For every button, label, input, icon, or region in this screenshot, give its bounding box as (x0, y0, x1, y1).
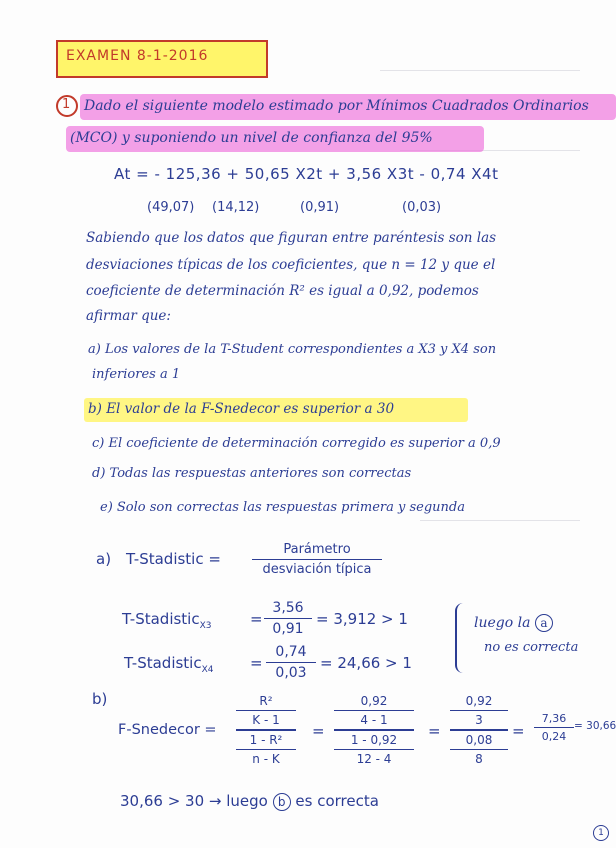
f4-numerator: 7,36 (541, 712, 567, 725)
main-fraction-bar (334, 729, 414, 731)
question-line-1: Dado el siguiente modelo estimado por Mínimos Cuadrados Ordinarios (84, 98, 589, 114)
t-stat-x3-label (122, 610, 212, 631)
t-stat-x3-text: T-Stadistic (122, 610, 200, 628)
note-line-1-text: luego la (474, 615, 531, 631)
f-snedecor-label: F-Snedecor = (118, 722, 217, 738)
conclusion-tail: es correcta (295, 792, 379, 810)
fraction-bar (252, 559, 382, 560)
t-stat-x4-numerator: 0,74 (275, 644, 307, 660)
t-stat-x4-subscript: X4 (201, 665, 214, 675)
t-stat-x4-fraction (266, 644, 316, 681)
f3-bottom-numerator: 0,08 (465, 733, 493, 747)
body-line-3: coeficiente de determinación R² es igual a 0,92, podemos (86, 283, 479, 299)
t-stat-numerator: Parámetro (283, 542, 351, 557)
f3-top-denominator: 3 (475, 713, 483, 727)
t-stat-x3-fraction (264, 600, 312, 637)
fraction-bar (450, 749, 508, 750)
option-c: c) El coeficiente de determinación corregido es superior a 0,9 (92, 436, 501, 451)
f2-top-numerator: 0,92 (360, 694, 388, 708)
f1-top-numerator: R² (259, 694, 273, 708)
deviation-3: (0,91) (300, 200, 340, 215)
f1-bottom-numerator: 1 - R² (249, 733, 283, 747)
f2-top-denominator: 4 - 1 (360, 713, 388, 727)
fraction-bar (236, 710, 296, 711)
f-equals-1: = (312, 722, 325, 740)
body-line-1: Sabiendo que los datos que figuran entre paréntesis son las (86, 230, 497, 246)
note-brace (455, 603, 467, 673)
fraction-bar (450, 710, 508, 711)
deviation-4: (0,03) (402, 200, 442, 215)
option-a-line-2: inferiores a 1 (92, 367, 181, 382)
f2-bottom-denominator: 12 - 4 (356, 752, 392, 766)
page-number: 1 (593, 825, 609, 841)
f3-bottom-denominator: 8 (475, 752, 483, 766)
show-through-mark (420, 520, 580, 521)
fraction-bar (534, 727, 574, 728)
deviation-1: (49,07) (147, 200, 195, 215)
f1-top-denominator: K - 1 (252, 713, 280, 727)
option-e: e) Solo son correctas las respuestas primera y segunda (100, 500, 465, 515)
t-stat-x3-result: = 3,912 > 1 (316, 610, 408, 628)
f-final-result: = 30,66 (574, 720, 616, 732)
fraction-bar (334, 749, 414, 750)
f4-denominator: 0,24 (541, 730, 567, 743)
conclusion-circled-letter: b (273, 793, 291, 811)
f1-bottom-denominator: n - K (252, 752, 280, 766)
f-equals-2: = (428, 722, 441, 740)
main-fraction-bar (450, 729, 508, 731)
solution-a-label: a) (96, 550, 112, 568)
t-stat-x3-equals: = (250, 610, 263, 628)
f-equals-3: = (512, 722, 525, 740)
t-stat-definition-fraction (252, 542, 382, 577)
fraction-bar (334, 710, 414, 711)
t-stat-denominator: desviación típica (262, 562, 372, 577)
fraction-bar (236, 749, 296, 750)
question-line-2: (MCO) y suponiendo un nivel de confianza del 95% (70, 130, 433, 146)
conclusion-text: 30,66 > 30 → luego (120, 792, 268, 810)
f3-top-numerator: 0,92 (465, 694, 493, 708)
t-stat-x4-label (124, 654, 214, 675)
f2-bottom-numerator: 1 - 0,92 (350, 733, 398, 747)
t-stat-x3-subscript: X3 (199, 621, 212, 631)
body-line-4: afirmar que: (86, 308, 171, 324)
main-fraction-bar (236, 729, 296, 731)
t-stat-x4-denominator: 0,03 (275, 665, 307, 681)
body-line-2: desviaciones típicas de los coeficientes, que n = 12 y que el (86, 257, 496, 273)
note-circled-letter: a (535, 614, 553, 632)
fraction-bar (266, 662, 316, 663)
f-general-fraction (236, 694, 296, 766)
option-d: d) Todas las respuestas anteriores son correctas (92, 466, 412, 481)
note-line-1 (474, 614, 553, 632)
show-through-mark (380, 70, 580, 71)
t-stat-x3-numerator: 3,56 (272, 600, 304, 616)
question-number: 1 (62, 97, 71, 112)
deviation-2: (14,12) (212, 200, 260, 215)
t-stat-x3-denominator: 0,91 (272, 621, 304, 637)
conclusion (120, 792, 379, 811)
note-line-2: no es correcta (484, 640, 579, 655)
t-stat-x4-result: = 24,66 > 1 (320, 654, 412, 672)
fraction-bar (264, 618, 312, 619)
f-final-fraction (534, 712, 574, 743)
t-stat-definition-label: T-Stadistic = (126, 550, 221, 568)
t-stat-x4-equals: = (250, 654, 263, 672)
option-b: b) El valor de la F-Snedecor es superior a 30 (88, 401, 395, 417)
exam-title: EXAMEN 8-1-2016 (66, 48, 209, 64)
regression-equation: At = - 125,36 + 50,65 X2t + 3,56 X3t - 0,74 X4t (114, 165, 499, 183)
solution-b-label: b) (92, 690, 108, 708)
f-substituted-fraction (334, 694, 414, 766)
f-simplified-fraction (450, 694, 508, 766)
t-stat-x4-text: T-Stadistic (124, 654, 202, 672)
option-a-line-1: a) Los valores de la T-Student correspondientes a X3 y X4 son (88, 342, 497, 357)
